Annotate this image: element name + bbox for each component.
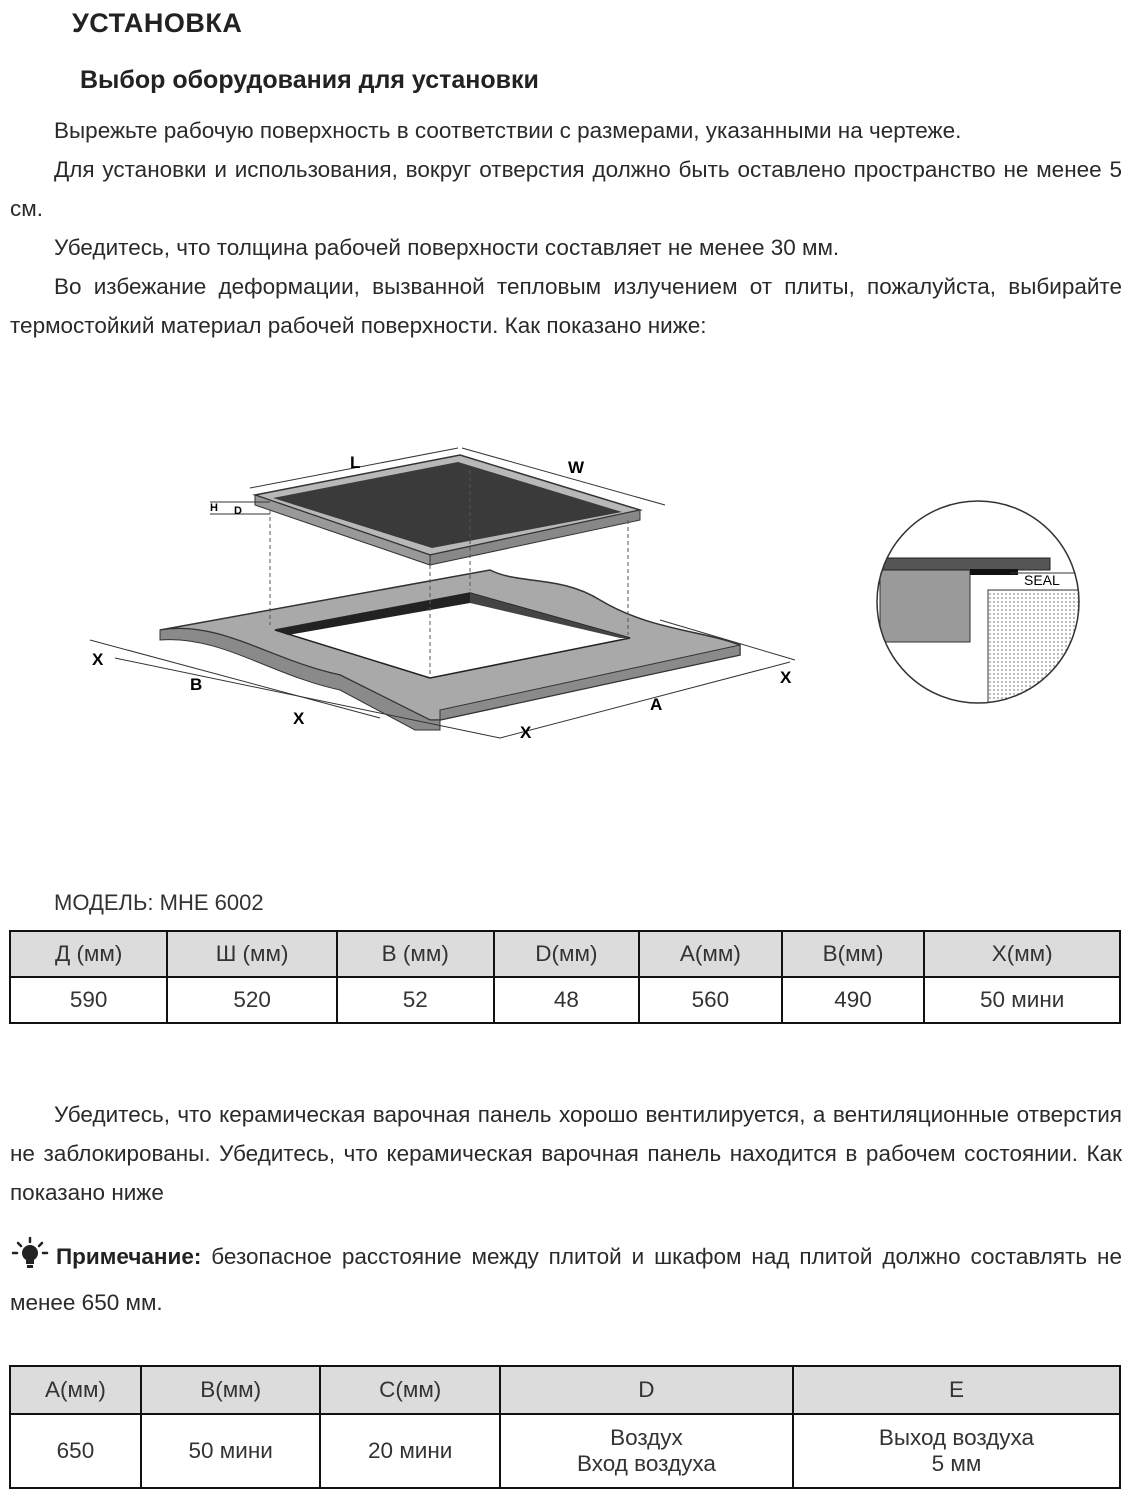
label-x-right: X xyxy=(780,668,792,687)
clearance-table xyxy=(9,1365,1121,1489)
value-cell: 490 xyxy=(782,977,925,1023)
note-text: безопасное расстояние между плитой и шкафом над плитой должно составлять не менее 650 мм. xyxy=(10,1244,1122,1315)
intro-line-2: Для установки и использования, вокруг отверстия должно быть оставлено пространство не менее 5 см. xyxy=(10,157,1122,221)
intro-text xyxy=(10,111,1122,345)
value-cell: 20 мини xyxy=(320,1414,500,1488)
value-cell: 590 xyxy=(10,977,167,1023)
value-cell: 50 мини xyxy=(141,1414,321,1488)
intro-line-4: Во избежание деформации, вызванной тепловым излучением от плиты, пожалуйста, выбирайте термостойкий материал рабочей поверхности. Как показано ниже: xyxy=(10,274,1122,338)
table-header-row xyxy=(10,1366,1120,1414)
dimensions-table xyxy=(9,930,1121,1024)
header-cell: C(мм) xyxy=(320,1366,500,1414)
label-a: A xyxy=(650,695,663,714)
value-cell: 48 xyxy=(494,977,639,1023)
value-cell xyxy=(500,1414,793,1488)
value-cell: 650 xyxy=(10,1414,141,1488)
value-cell: 520 xyxy=(167,977,337,1023)
note-block xyxy=(10,1236,1122,1323)
e-line-1: Выход воздуха xyxy=(878,1425,1035,1450)
seal-detail xyxy=(877,500,1088,710)
header-cell: Д (мм) xyxy=(10,931,167,977)
ventilation-text xyxy=(10,1095,1122,1212)
label-x-bottom-right: X xyxy=(520,723,532,742)
label-h: H xyxy=(210,502,218,514)
value-cell: 50 мини xyxy=(924,977,1120,1023)
header-cell: D(мм) xyxy=(494,931,639,977)
note-label: Примечание: xyxy=(56,1244,202,1269)
section-heading: УСТАНОВКА xyxy=(72,8,243,38)
header-cell: A(мм) xyxy=(639,931,782,977)
header-cell: Ш (мм) xyxy=(167,931,337,977)
label-b: B xyxy=(190,675,203,694)
header-cell: E xyxy=(793,1366,1120,1414)
header-cell: B(мм) xyxy=(782,931,925,977)
label-d: D xyxy=(234,505,242,517)
label-x-bottom-left: X xyxy=(293,709,305,728)
label-w: W xyxy=(568,458,585,477)
table-row xyxy=(10,977,1120,1023)
ventilation-paragraph: Убедитесь, что керамическая варочная панель хорошо вентилируется, а вентиляционные отверстия не заблокированы. Убедитесь, что керамическая варочная панель находится в рабочем состоянии. Как показано ниже xyxy=(10,1102,1122,1205)
header-cell: X(мм) xyxy=(924,931,1120,977)
label-l: L xyxy=(350,453,361,472)
installation-diagram xyxy=(60,440,1130,770)
value-cell: 52 xyxy=(337,977,494,1023)
header-cell: D xyxy=(500,1366,793,1414)
intro-line-3: Убедитесь, что толщина рабочей поверхности составляет не менее 30 мм. xyxy=(54,235,840,260)
subsection-heading: Выбор оборудования для установки xyxy=(80,66,539,94)
header-cell: В (мм) xyxy=(337,931,494,977)
table-row xyxy=(10,1414,1120,1488)
label-x-left: X xyxy=(92,650,104,669)
d-line-2: Вход воздуха xyxy=(577,1451,716,1476)
value-cell: 560 xyxy=(639,977,782,1023)
header-cell: B(мм) xyxy=(141,1366,321,1414)
header-cell: A(мм) xyxy=(10,1366,141,1414)
table-header-row xyxy=(10,931,1120,977)
e-line-2: 5 мм xyxy=(931,1451,982,1476)
value-cell xyxy=(793,1414,1120,1488)
intro-line-1: Вырежьте рабочую поверхность в соответствии с размерами, указанными на чертеже. xyxy=(54,118,962,143)
model-label: МОДЕЛЬ: MHE 6002 xyxy=(54,890,264,915)
d-line-1: Воздух xyxy=(610,1425,683,1450)
lightbulb-icon xyxy=(10,1236,50,1283)
seal-label: SEAL xyxy=(1024,572,1060,588)
